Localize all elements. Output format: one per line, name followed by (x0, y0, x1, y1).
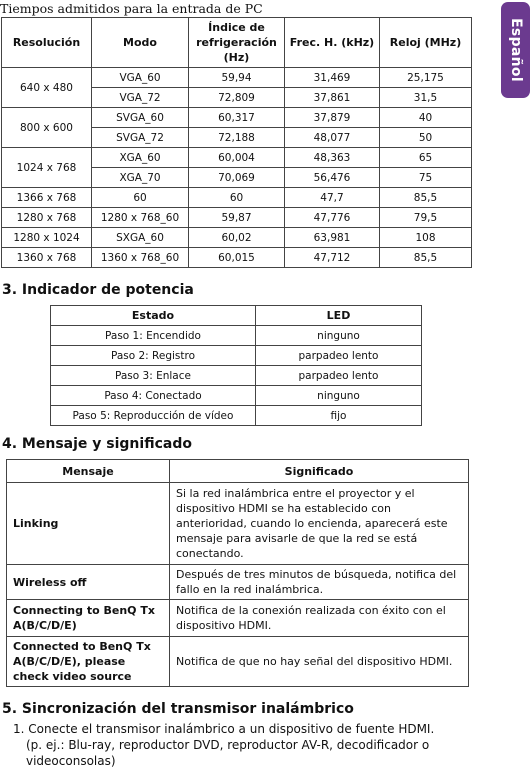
cell-refresh: 60 (189, 188, 285, 208)
power-table (50, 305, 422, 426)
cell-resolution: 1366 x 768 (2, 188, 92, 208)
cell-clock: 79,5 (380, 208, 472, 228)
language-tab[interactable] (501, 2, 530, 98)
cell-meaning: Notifica de la conexión realizada con éxito con el dispositivo HDMI. (170, 600, 469, 637)
timing-header-row (2, 18, 472, 68)
sync-heading: 5. Sincronización del transmisor inalámbrico (2, 701, 354, 717)
cell-clock: 65 (380, 148, 472, 168)
cell-led: parpadeo lento (256, 366, 422, 386)
cell-mode: 1280 x 768_60 (92, 208, 189, 228)
cell-meaning: Si la red inalámbrica entre el proyector y el dispositivo HDMI se ha establecido con anterioridad, cuando lo encienda, aparecerá este mensaje para avisarle de que la red se está conectando. (170, 483, 469, 565)
header-state: Estado (51, 306, 256, 326)
cell-led: ninguno (256, 326, 422, 346)
table-row (2, 208, 472, 228)
table-row (2, 148, 472, 168)
table-row (2, 108, 472, 128)
list-item (13, 721, 483, 737)
table-row (51, 366, 422, 386)
cell-clock: 40 (380, 108, 472, 128)
cell-refresh: 72,809 (189, 88, 285, 108)
header-message: Mensaje (7, 460, 170, 483)
cell-clock: 85,5 (380, 188, 472, 208)
cell-hfreq: 37,861 (285, 88, 380, 108)
cell-refresh: 59,87 (189, 208, 285, 228)
cell-state: Paso 3: Enlace (51, 366, 256, 386)
table-row (51, 386, 422, 406)
cell-led: ninguno (256, 386, 422, 406)
table-row (51, 406, 422, 426)
timing-table (1, 17, 472, 268)
cell-refresh: 60,317 (189, 108, 285, 128)
cell-hfreq: 48,077 (285, 128, 380, 148)
cell-mode: VGA_60 (92, 68, 189, 88)
table-row (2, 68, 472, 88)
cell-refresh: 60,02 (189, 228, 285, 248)
cell-hfreq: 31,469 (285, 68, 380, 88)
header-clock: Reloj (MHz) (380, 18, 472, 68)
cell-meaning: Después de tres minutos de búsqueda, notifica del fallo en la red inalámbrica. (170, 565, 469, 600)
cell-hfreq: 47,7 (285, 188, 380, 208)
table-row (7, 637, 469, 687)
cell-clock: 31,5 (380, 88, 472, 108)
cell-resolution: 640 x 480 (2, 68, 92, 108)
power-indicator-heading: 3. Indicador de potencia (2, 282, 194, 298)
cell-led: parpadeo lento (256, 346, 422, 366)
cell-led: fijo (256, 406, 422, 426)
header-refresh: Índice de refrigeración (Hz) (189, 18, 285, 68)
table-row (51, 346, 422, 366)
cell-mode: XGA_70 (92, 168, 189, 188)
cell-state: Paso 2: Registro (51, 346, 256, 366)
table-row (2, 248, 472, 268)
power-header-row (51, 306, 422, 326)
timing-caption: Tiempos admitidos para la entrada de PC (0, 1, 263, 16)
cell-mode: SVGA_60 (92, 108, 189, 128)
message-heading: 4. Mensaje y significado (2, 436, 192, 452)
cell-refresh: 72,188 (189, 128, 285, 148)
cell-message: Wireless off (7, 565, 170, 600)
cell-clock: 50 (380, 128, 472, 148)
sync-steps-list (13, 721, 483, 769)
header-led: LED (256, 306, 422, 326)
header-mode: Modo (92, 18, 189, 68)
step-text: Conecte el transmisor inalámbrico a un dispositivo de fuente HDMI. (28, 722, 435, 736)
step-number: 1. (13, 722, 25, 736)
cell-refresh: 70,069 (189, 168, 285, 188)
table-row (2, 228, 472, 248)
cell-state: Paso 1: Encendido (51, 326, 256, 346)
cell-mode: 1360 x 768_60 (92, 248, 189, 268)
table-row (51, 326, 422, 346)
cell-resolution: 1360 x 768 (2, 248, 92, 268)
cell-message: Connected to BenQ Tx A(B/C/D/E), please check video source (7, 637, 170, 687)
cell-clock: 108 (380, 228, 472, 248)
header-resolution: Resolución (2, 18, 92, 68)
cell-refresh: 59,94 (189, 68, 285, 88)
cell-resolution: 800 x 600 (2, 108, 92, 148)
cell-clock: 75 (380, 168, 472, 188)
header-meaning: Significado (170, 460, 469, 483)
table-row (2, 188, 472, 208)
table-row (7, 565, 469, 600)
step-subtext: (p. ej.: Blu-ray, reproductor DVD, reproductor AV-R, decodificador o videoconsolas) (26, 738, 430, 768)
language-tab-label: Español (507, 18, 524, 82)
cell-message: Linking (7, 483, 170, 565)
cell-message: Connecting to BenQ Tx A(B/C/D/E) (7, 600, 170, 637)
cell-refresh: 60,004 (189, 148, 285, 168)
cell-state: Paso 5: Reproducción de vídeo (51, 406, 256, 426)
cell-hfreq: 48,363 (285, 148, 380, 168)
cell-mode: SXGA_60 (92, 228, 189, 248)
cell-hfreq: 47,712 (285, 248, 380, 268)
cell-mode: XGA_60 (92, 148, 189, 168)
cell-meaning: Notifica de que no hay señal del dispositivo HDMI. (170, 637, 469, 687)
cell-refresh: 60,015 (189, 248, 285, 268)
cell-hfreq: 47,776 (285, 208, 380, 228)
table-row (7, 600, 469, 637)
cell-resolution: 1280 x 768 (2, 208, 92, 228)
cell-mode: SVGA_72 (92, 128, 189, 148)
cell-resolution: 1024 x 768 (2, 148, 92, 188)
cell-resolution: 1280 x 1024 (2, 228, 92, 248)
cell-hfreq: 56,476 (285, 168, 380, 188)
cell-clock: 85,5 (380, 248, 472, 268)
cell-state: Paso 4: Conectado (51, 386, 256, 406)
cell-hfreq: 37,879 (285, 108, 380, 128)
cell-clock: 25,175 (380, 68, 472, 88)
cell-mode: VGA_72 (92, 88, 189, 108)
cell-hfreq: 63,981 (285, 228, 380, 248)
header-hfreq: Frec. H. (kHz) (285, 18, 380, 68)
cell-mode: 60 (92, 188, 189, 208)
table-row (7, 483, 469, 565)
message-table (6, 459, 469, 687)
message-header-row (7, 460, 469, 483)
